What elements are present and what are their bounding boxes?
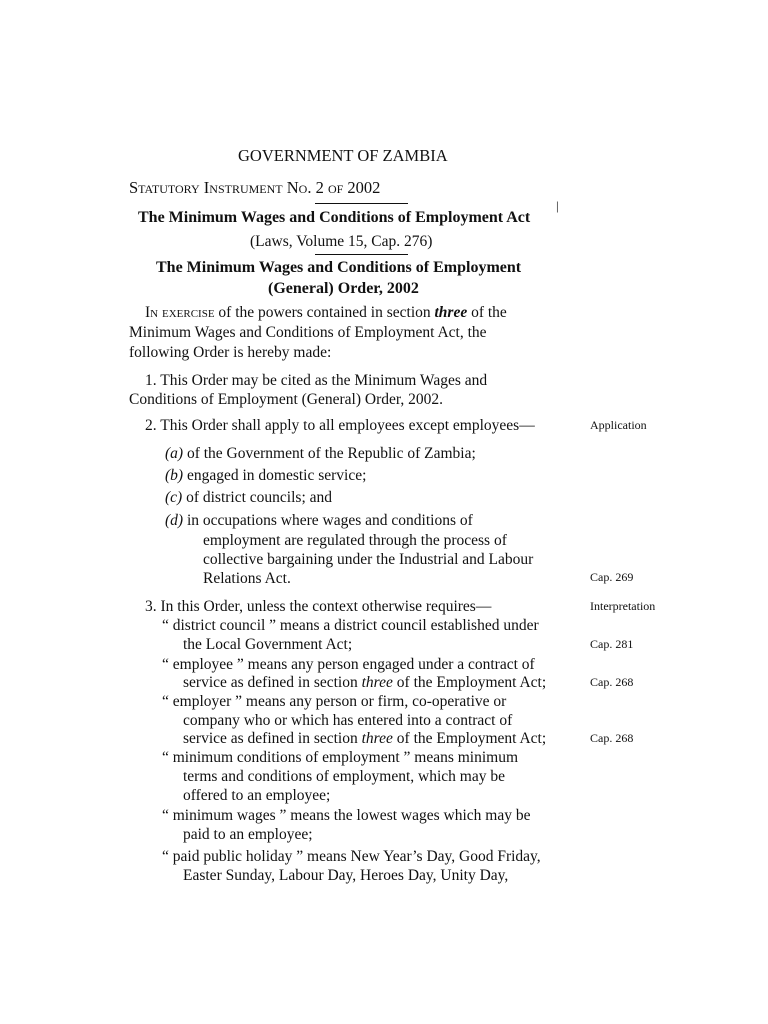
section2-item-a [165,444,476,464]
margin-cap-281: Cap. 281 [590,637,634,651]
preamble-line1-end: of the [471,304,507,321]
def-district-council-line2: the Local Government Act; [183,636,353,653]
order-title-line1: The Minimum Wages and Conditions of Employment [156,259,522,276]
def-employer-line2: company who or which has entered into a contract of [183,712,513,729]
def-employee-text: service as defined in section [183,674,358,691]
section1-line1: 1. This Order may be cited as the Minimum Wages and [145,372,488,389]
def-employer-end: of the Employment Act; [396,730,547,747]
stray-mark: | [556,198,559,213]
section1-line2: Conditions of Employment (General) Order, 2002. [129,391,444,408]
margin-interpretation: Interpretation [590,599,656,613]
item-label: (b) [165,467,184,484]
section3-intro: 3. In this Order, unless the context otherwise requires— [145,598,492,615]
def-employer-text: service as defined in section [183,730,358,747]
section2-item-d-cont1: employment are regulated through the process of [203,532,507,549]
preamble-line1 [145,303,507,323]
def-holiday-line1: “ paid public holiday ” means New Year’s Day, Good Friday, [162,848,541,865]
margin-cap-268-b: Cap. 268 [590,731,634,745]
def-employee-line2 [183,673,546,693]
def-min-conditions-line2: terms and conditions of employment, which may be [183,768,505,785]
def-min-conditions-line3: offered to an employee; [183,787,331,804]
act-reference: (Laws, Volume 15, Cap. 276) [250,233,433,250]
item-label: (d) [165,512,184,529]
margin-cap-269: Cap. 269 [590,570,634,584]
order-title-line2: (General) Order, 2002 [268,280,419,297]
section2-item-d-cont3: Relations Act. [203,570,291,587]
section2-intro: 2. This Order shall apply to all employees except employees— [145,417,535,434]
item-label: (a) [165,445,184,462]
item-text: engaged in domestic service; [186,467,367,484]
preamble-line1-italic: three [434,304,468,321]
margin-application: Application [590,418,647,432]
def-min-wages-line2: paid to an employee; [183,826,313,843]
preamble-line2: Minimum Wages and Conditions of Employment Act, the [129,324,487,341]
item-label: (c) [165,489,183,506]
def-holiday-line2: Easter Sunday, Labour Day, Heroes Day, Unity Day, [183,867,509,884]
item-text: of district councils; and [186,489,333,506]
def-employer-line1: “ employer ” means any person or firm, co-operative or [162,693,507,710]
divider-top [315,203,408,204]
preamble-line3: following Order is hereby made: [129,344,332,361]
def-employee-italic: three [361,674,393,691]
act-title: The Minimum Wages and Conditions of Employment Act [138,209,531,226]
margin-cap-268-a: Cap. 268 [590,675,634,689]
section2-item-d-cont2: collective bargaining under the Industrial and Labour [203,551,534,568]
item-text: of the Government of the Republic of Zambia; [186,445,476,462]
section2-item-c [165,488,332,508]
def-district-council-line1: “ district council ” means a district council established under [162,617,539,634]
preamble-lead: In exercise [145,304,215,321]
item-text: in occupations where wages and conditions of [186,512,473,529]
section2-item-b [165,466,366,486]
government-heading: GOVERNMENT OF ZAMBIA [238,146,448,165]
def-employer-italic: three [361,730,393,747]
def-min-wages-line1: “ minimum wages ” means the lowest wages which may be [162,807,531,824]
def-employer-line3 [183,729,546,749]
section2-item-d [165,511,473,531]
def-employee-end: of the Employment Act; [396,674,547,691]
def-min-conditions-line1: “ minimum conditions of employment ” means minimum [162,749,519,766]
instrument-number: Statutory Instrument No. 2 of 2002 [129,178,381,197]
def-employee-line1: “ employee ” means any person engaged under a contract of [162,656,535,673]
divider-bottom [315,254,408,255]
preamble-line1-rest: of the powers contained in section [218,304,431,321]
